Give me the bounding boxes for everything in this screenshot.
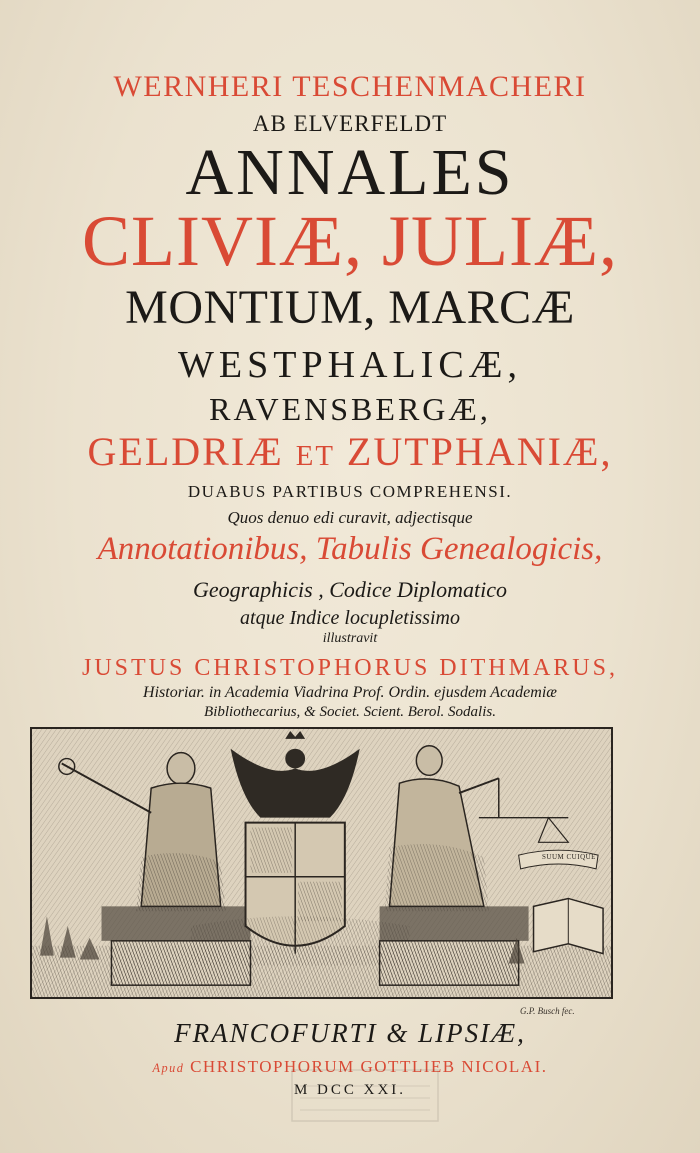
engraving-illustration bbox=[30, 727, 613, 999]
illustravit-line: illustravit bbox=[322, 631, 378, 646]
imprint-place: FRANCOFURTI & LIPSIÆ, bbox=[174, 1018, 526, 1048]
index-line: atque Indice locupletissimo bbox=[240, 607, 460, 629]
regions-line-1: CLIVIÆ, JULIÆ, bbox=[82, 201, 618, 281]
editor-title-2: Bibliothecarius, & Societ. Scient. Berol. Sodalis. bbox=[204, 704, 496, 720]
regions-line-5-part3: ZUTPHANIÆ, bbox=[346, 429, 613, 474]
regions-line-5-part1: GELDRIÆ bbox=[87, 429, 284, 474]
imprint-year: M DCC XXI. bbox=[293, 1082, 407, 1098]
regions-line-4: RAVENSBERGÆ, bbox=[209, 391, 491, 427]
main-title: ANNALES bbox=[185, 136, 515, 209]
publisher-prefix: Apud bbox=[152, 1061, 185, 1075]
annotations-line: Annotationibus, Tabulis Genealogicis, bbox=[97, 531, 603, 567]
publisher-name: CHRISTOPHORUM GOTTLIEB NICOLAI. bbox=[190, 1057, 548, 1076]
author-line: WERNHERI TESCHENMACHERI bbox=[113, 70, 587, 103]
banner-text: SUUM CUIQUE bbox=[542, 853, 596, 861]
library-stamp-icon bbox=[290, 1068, 440, 1123]
regions-line-5 bbox=[0, 429, 700, 474]
regions-line-2: MONTIUM, MARCÆ bbox=[125, 281, 575, 334]
parts-line: DUABUS PARTIBUS COMPREHENSI. bbox=[187, 482, 513, 501]
geographic-line: Geographicis , Codice Diplomatico bbox=[192, 577, 508, 602]
edition-note: Quos denuo edi curavit, adjectisque bbox=[227, 508, 473, 527]
editor-name: JUSTUS CHRISTOPHORUS DITHMARUS, bbox=[82, 655, 618, 681]
engraving-art bbox=[32, 729, 611, 997]
regions-line-3: WESTPHALICÆ, bbox=[178, 344, 522, 386]
origin-line: AB ELVERFELDT bbox=[252, 111, 448, 136]
editor-title-1: Historiar. in Academia Viadrina Prof. Ordin. ejusdem Academiæ bbox=[143, 684, 557, 701]
regions-line-5-part2: ET bbox=[295, 440, 335, 472]
engraver-credit: G.P. Busch fec. bbox=[520, 1006, 575, 1016]
